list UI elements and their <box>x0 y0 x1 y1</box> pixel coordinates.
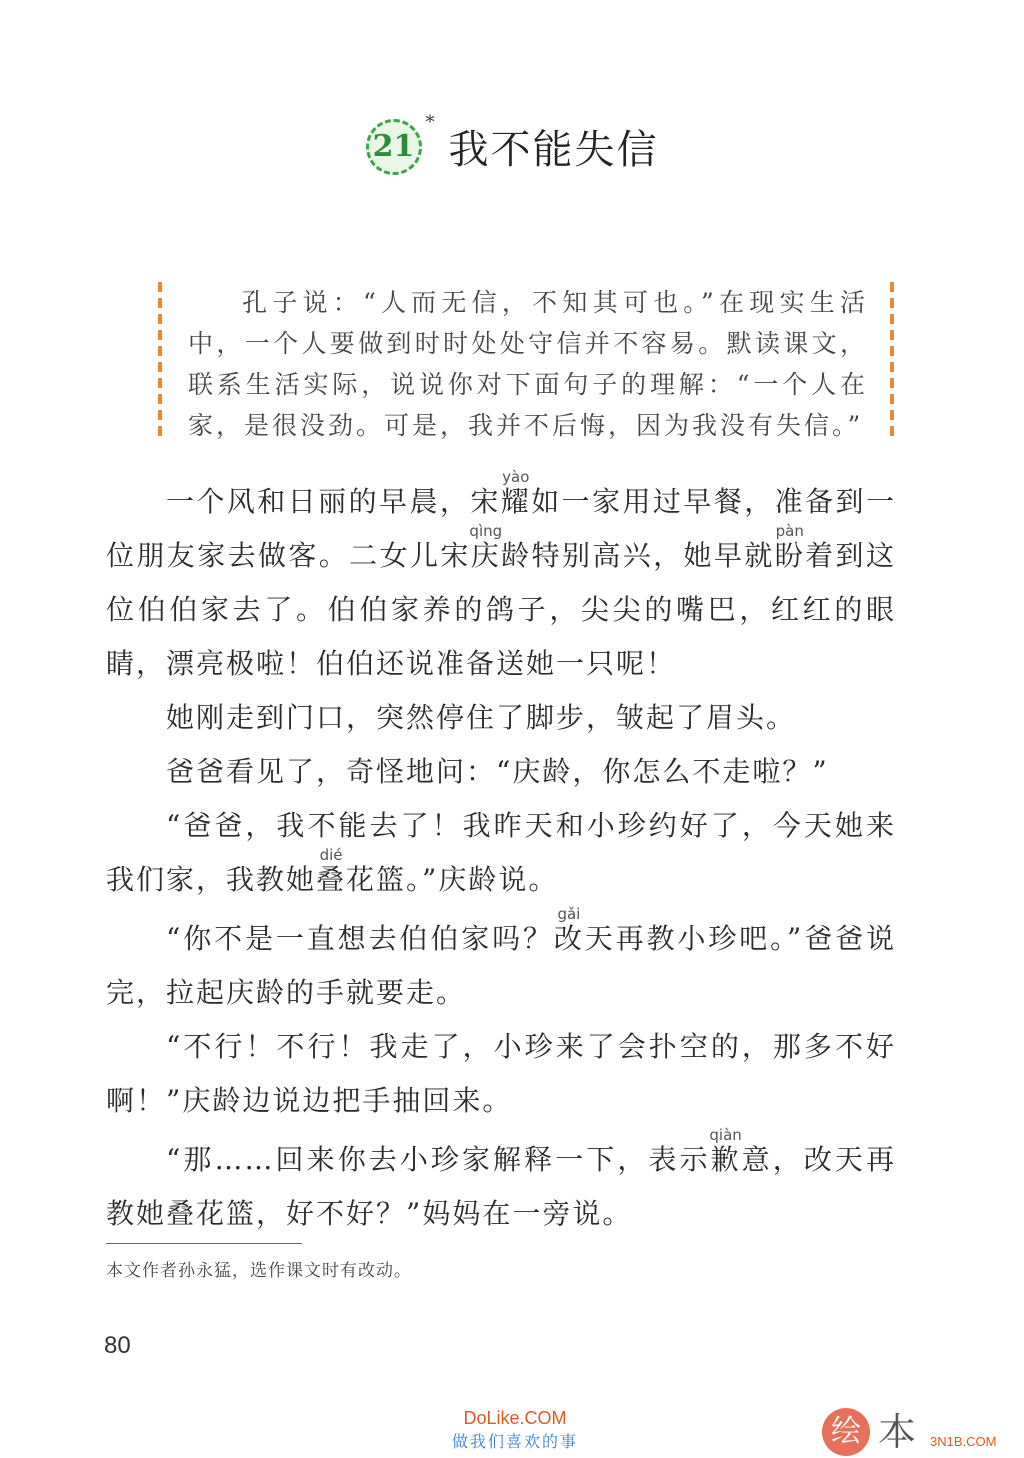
prompt-right-bar <box>890 282 894 438</box>
watermark-logo-icon: 绘 <box>822 1408 870 1456</box>
prompt-left-bar <box>158 282 162 438</box>
reading-prompt-text: 孔子说：“人而无信，不知其可也。”在现实生活中，一个人要做到时时处处守信并不容易。默读课文，联系生活实际，说说你对下面句子的理解：“一个人在家，是很没劲。可是，我并不后悔，因为我没有失信。” <box>188 288 868 440</box>
pinyin-ruby: 庆qìng <box>469 522 503 572</box>
reading-prompt-box <box>158 282 894 440</box>
lesson-number-badge: 21 <box>366 119 422 175</box>
pinyin-ruby: 改gǎi <box>553 905 585 955</box>
story-paragraph-1: 一个风和日丽的早晨，宋耀yào如一家用过早餐，准备到一位朋友家去做客。二女儿宋庆qìng龄特别高兴，她早就盼pàn着到这位伯伯家去了。伯伯家养的鸽子，尖尖的嘴巴，红红的眼睛，漂亮极啦！伯伯还说准备送她一只呢！ <box>106 468 896 680</box>
watermark-slogan: 做我们喜欢的事 <box>451 1432 578 1451</box>
page-number: 80 <box>104 1332 131 1359</box>
watermark-ben-char: 本 <box>878 1410 917 1454</box>
story-paragraph-5: “你不是一直想去伯伯家吗？改gǎi天再教小珍吧。”爸爸说完，拉起庆龄的手就要走。 <box>106 905 896 1009</box>
watermark-domain: DoLike.COM <box>463 1408 567 1428</box>
story-paragraph-2: 她刚走到门口，突然停住了脚步，皱起了眉头。 <box>166 701 797 734</box>
story-paragraph-4: “爸爸，我不能去了！我昨天和小珍约好了，今天她来我们家，我教她叠dié花篮。”庆龄说。 <box>106 809 896 896</box>
watermark-url: 3N1B.COM <box>930 1434 997 1449</box>
watermark-3n1b <box>822 1408 1022 1456</box>
footnote-divider <box>106 1243 302 1244</box>
story-paragraph-6: “不行！不行！我走了，小珍来了会扑空的，那多不好啊！”庆龄边说边把手抽回来。 <box>106 1030 896 1117</box>
story-body <box>106 470 896 1241</box>
watermark-dolike <box>420 1408 610 1452</box>
pinyin-ruby: 歉qiàn <box>709 1126 742 1176</box>
story-paragraph-3: 爸爸看见了，奇怪地问：“庆龄，你怎么不走啦？” <box>166 755 829 788</box>
story-paragraph-7: “那……回来你去小珍家解释一下，表示歉qiàn意，改天再教她叠花篮，好不好？”妈妈在一旁说。 <box>106 1126 896 1230</box>
lesson-header <box>0 112 1024 175</box>
pinyin-ruby: 盼pàn <box>774 522 806 572</box>
lesson-title: 我不能失信 <box>448 127 659 173</box>
optional-lesson-mark: * <box>425 112 435 133</box>
footnote: 本文作者孙永猛，选作课文时有改动。 <box>106 1261 412 1281</box>
pinyin-ruby: 耀yào <box>500 468 532 518</box>
pinyin-ruby: 叠dié <box>316 846 347 896</box>
